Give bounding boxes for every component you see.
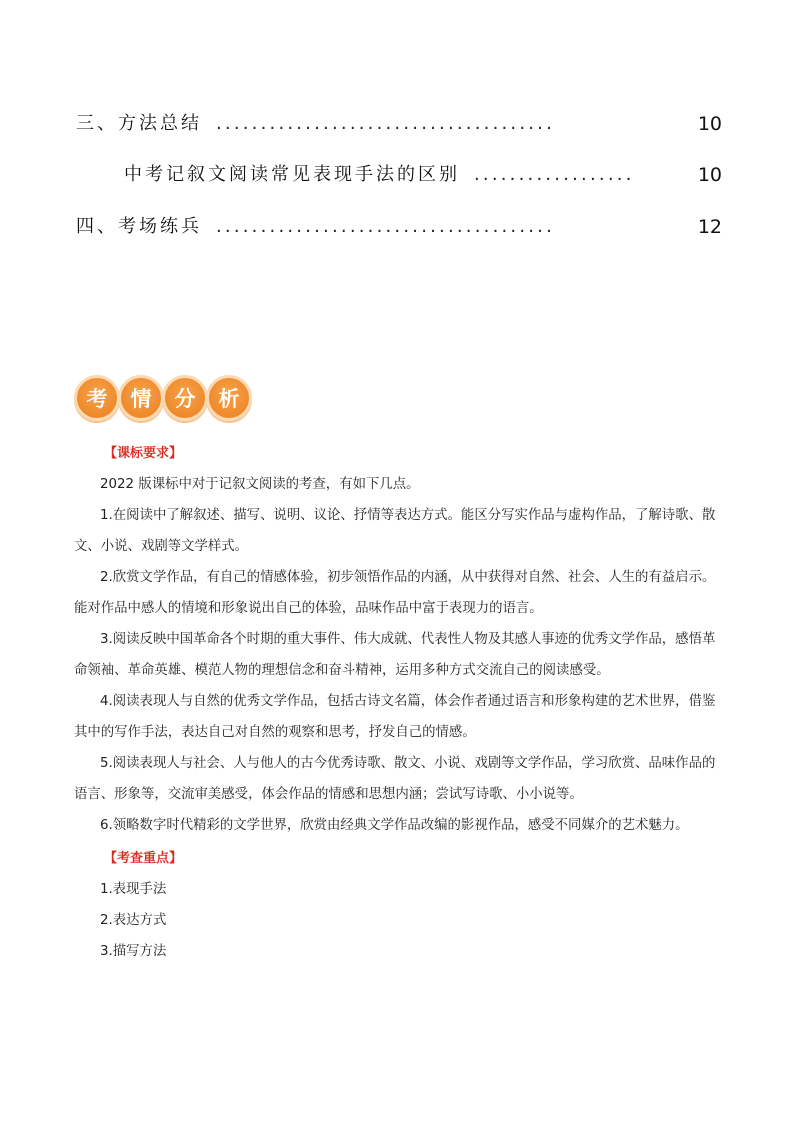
toc-page-number: 12: [697, 216, 722, 238]
toc-leader-dots: ......................................: [216, 113, 556, 134]
toc-leader-dots: ..................: [474, 164, 635, 185]
curriculum-item: 6.领略数字时代精彩的文学世界，欣赏由经典文学作品改编的影视作品，感受不同媒介的艺术魅力。: [100, 818, 689, 833]
toc-entry-technique-differences[interactable]: [124, 162, 722, 188]
curriculum-item: 2.欣赏文学作品，有自己的情感体验，初步领悟作品的内涵，从中获得对自然、社会、人生的有益启示。能对作品中感人的情境和形象说出自己的体验，品味作品中富于表现力的语言。: [74, 570, 716, 616]
badge-char: 考: [74, 375, 120, 421]
section-tag-focus: [100, 843, 722, 874]
curriculum-heading: 【课标要求】: [104, 446, 183, 461]
badge-char: 分: [162, 375, 208, 421]
document-body: [74, 438, 722, 967]
toc-leader-dots: ......................................: [216, 216, 556, 237]
toc-label: 中考记叙文阅读常见表现手法的区别: [124, 164, 460, 185]
curriculum-intro: 2022 版课标中对于记叙文阅读的考查，有如下几点。: [100, 477, 420, 492]
curriculum-item: 3.阅读反映中国革命各个时期的重大事件、伟大成就、代表性人物及其感人事迹的优秀文学作品，感悟革命领袖、革命英雄、模范人物的理想信念和奋斗精神，运用多种方式交流自己的阅读感受。: [74, 632, 716, 678]
toc-entry-exam-practice[interactable]: [76, 214, 722, 240]
toc-label: 三、方法总结: [76, 113, 202, 134]
focus-heading: 【考查重点】: [104, 851, 183, 866]
badge-char: 情: [118, 375, 164, 421]
focus-item: 2.表达方式: [100, 913, 167, 928]
curriculum-item: 4.阅读表现人与自然的优秀文学作品，包括古诗文名篇，体会作者通过语言和形象构建的艺术世界，借鉴其中的写作手法，表达自己对自然的观察和思考，抒发自己的情感。: [74, 694, 716, 740]
toc-page-number: 10: [697, 113, 722, 135]
badge-char: 析: [206, 375, 252, 421]
curriculum-item: 1.在阅读中了解叙述、描写、说明、议论、抒情等表达方式。能区分写实作品与虚构作品，了解诗歌、散文、小说、戏剧等文学样式。: [74, 508, 716, 554]
section-badge: [74, 375, 250, 423]
toc-entry-method-summary[interactable]: [76, 111, 722, 137]
toc-label: 四、考场练兵: [76, 216, 202, 237]
focus-item: 1.表现手法: [100, 882, 167, 897]
curriculum-item: 5.阅读表现人与社会、人与他人的古今优秀诗歌、散文、小说、戏剧等文学作品，学习欣赏、品味作品的语言、形象等，交流审美感受，体会作品的情感和思想内涵；尝试写诗歌、小小说等。: [74, 756, 716, 802]
focus-item: 3.描写方法: [100, 944, 167, 959]
toc-page-number: 10: [697, 164, 722, 186]
section-tag-curriculum: [100, 438, 722, 469]
